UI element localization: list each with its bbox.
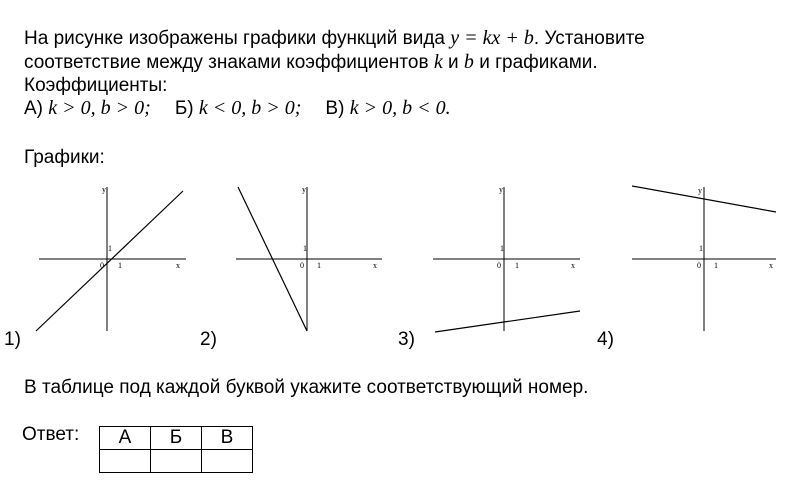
graph-2-plot bbox=[236, 183, 386, 335]
task-text: и bbox=[442, 52, 464, 73]
graph-4-label: 4) bbox=[597, 329, 614, 350]
origin-label: 0 bbox=[300, 261, 304, 270]
origin-label: 0 bbox=[100, 261, 104, 270]
y-axis-label: y bbox=[698, 186, 702, 195]
graph-2-label: 2) bbox=[200, 329, 217, 350]
y-unit-label: 1 bbox=[108, 244, 112, 253]
graph-1-label: 1) bbox=[4, 329, 21, 350]
answer-header-c: В bbox=[202, 427, 253, 450]
y-axis-label: y bbox=[302, 185, 306, 194]
instruction bbox=[24, 376, 588, 399]
task-line-1 bbox=[24, 27, 645, 50]
answer-cell-c[interactable] bbox=[202, 450, 253, 473]
answer-header-b: Б bbox=[151, 427, 202, 450]
option-c-condition: k > 0, b < 0. bbox=[349, 97, 451, 119]
answer-input-row bbox=[100, 450, 253, 473]
task-text: и графиками. bbox=[473, 52, 598, 73]
graph-1-plot bbox=[36, 183, 186, 335]
y-unit-label: 1 bbox=[500, 244, 504, 253]
y-unit-label: 1 bbox=[303, 244, 307, 253]
option-b-label: Б) bbox=[174, 98, 199, 119]
graph-2 bbox=[236, 183, 386, 335]
x-axis-label: x bbox=[373, 261, 377, 270]
task-line-2 bbox=[24, 51, 598, 74]
answer-cell-b[interactable] bbox=[151, 450, 202, 473]
coef-b: b bbox=[463, 51, 474, 73]
answer-header-a: А bbox=[100, 427, 151, 450]
task-text: соответствие между знаками коэффициентов bbox=[24, 52, 434, 73]
formula: y = kx + b bbox=[450, 27, 534, 49]
x-axis-label: x bbox=[769, 261, 773, 270]
origin-label: 0 bbox=[697, 261, 701, 270]
graph-3-label: 3) bbox=[398, 329, 415, 350]
graphs-heading bbox=[24, 146, 105, 169]
y-unit-label: 1 bbox=[699, 244, 703, 253]
coef-k: k bbox=[433, 51, 443, 73]
task-text: . Установите bbox=[533, 28, 645, 49]
option-a-condition: k > 0, b > 0; bbox=[48, 97, 151, 119]
y-axis-label: y bbox=[102, 185, 106, 194]
graph-3-plot bbox=[433, 183, 583, 335]
instruction-text: В таблице под каждой буквой укажите соответствующий номер. bbox=[24, 377, 589, 398]
coefficients-heading bbox=[24, 74, 167, 97]
origin-label: 0 bbox=[497, 261, 501, 270]
function-line bbox=[36, 191, 183, 331]
y-axis-label: y bbox=[499, 185, 503, 194]
graph-4-plot bbox=[632, 183, 782, 335]
option-b-condition: k < 0, b > 0; bbox=[198, 97, 302, 119]
task-text: На рисунке изображены графики функций вида bbox=[24, 28, 451, 49]
answer-table bbox=[99, 426, 253, 473]
graph-4 bbox=[632, 183, 782, 335]
x-axis-label: x bbox=[176, 261, 180, 270]
option-a-label: А) bbox=[24, 98, 49, 119]
graph-1 bbox=[36, 183, 186, 335]
coefficients-line bbox=[24, 97, 451, 120]
x-unit-label: 1 bbox=[714, 261, 718, 270]
x-axis-label: x bbox=[571, 261, 575, 270]
x-unit-label: 1 bbox=[515, 261, 519, 270]
function-line bbox=[435, 311, 580, 332]
coefficients-heading-text: Коэффициенты: bbox=[24, 75, 168, 96]
x-unit-label: 1 bbox=[118, 261, 122, 270]
graph-3 bbox=[433, 183, 583, 335]
option-c-label: В) bbox=[325, 98, 350, 119]
answer-header-row bbox=[100, 427, 253, 450]
graphs-heading-text: Графики: bbox=[24, 147, 105, 168]
answer-cell-a[interactable] bbox=[100, 450, 151, 473]
answer-label: Ответ: bbox=[22, 424, 80, 445]
x-unit-label: 1 bbox=[317, 261, 321, 270]
